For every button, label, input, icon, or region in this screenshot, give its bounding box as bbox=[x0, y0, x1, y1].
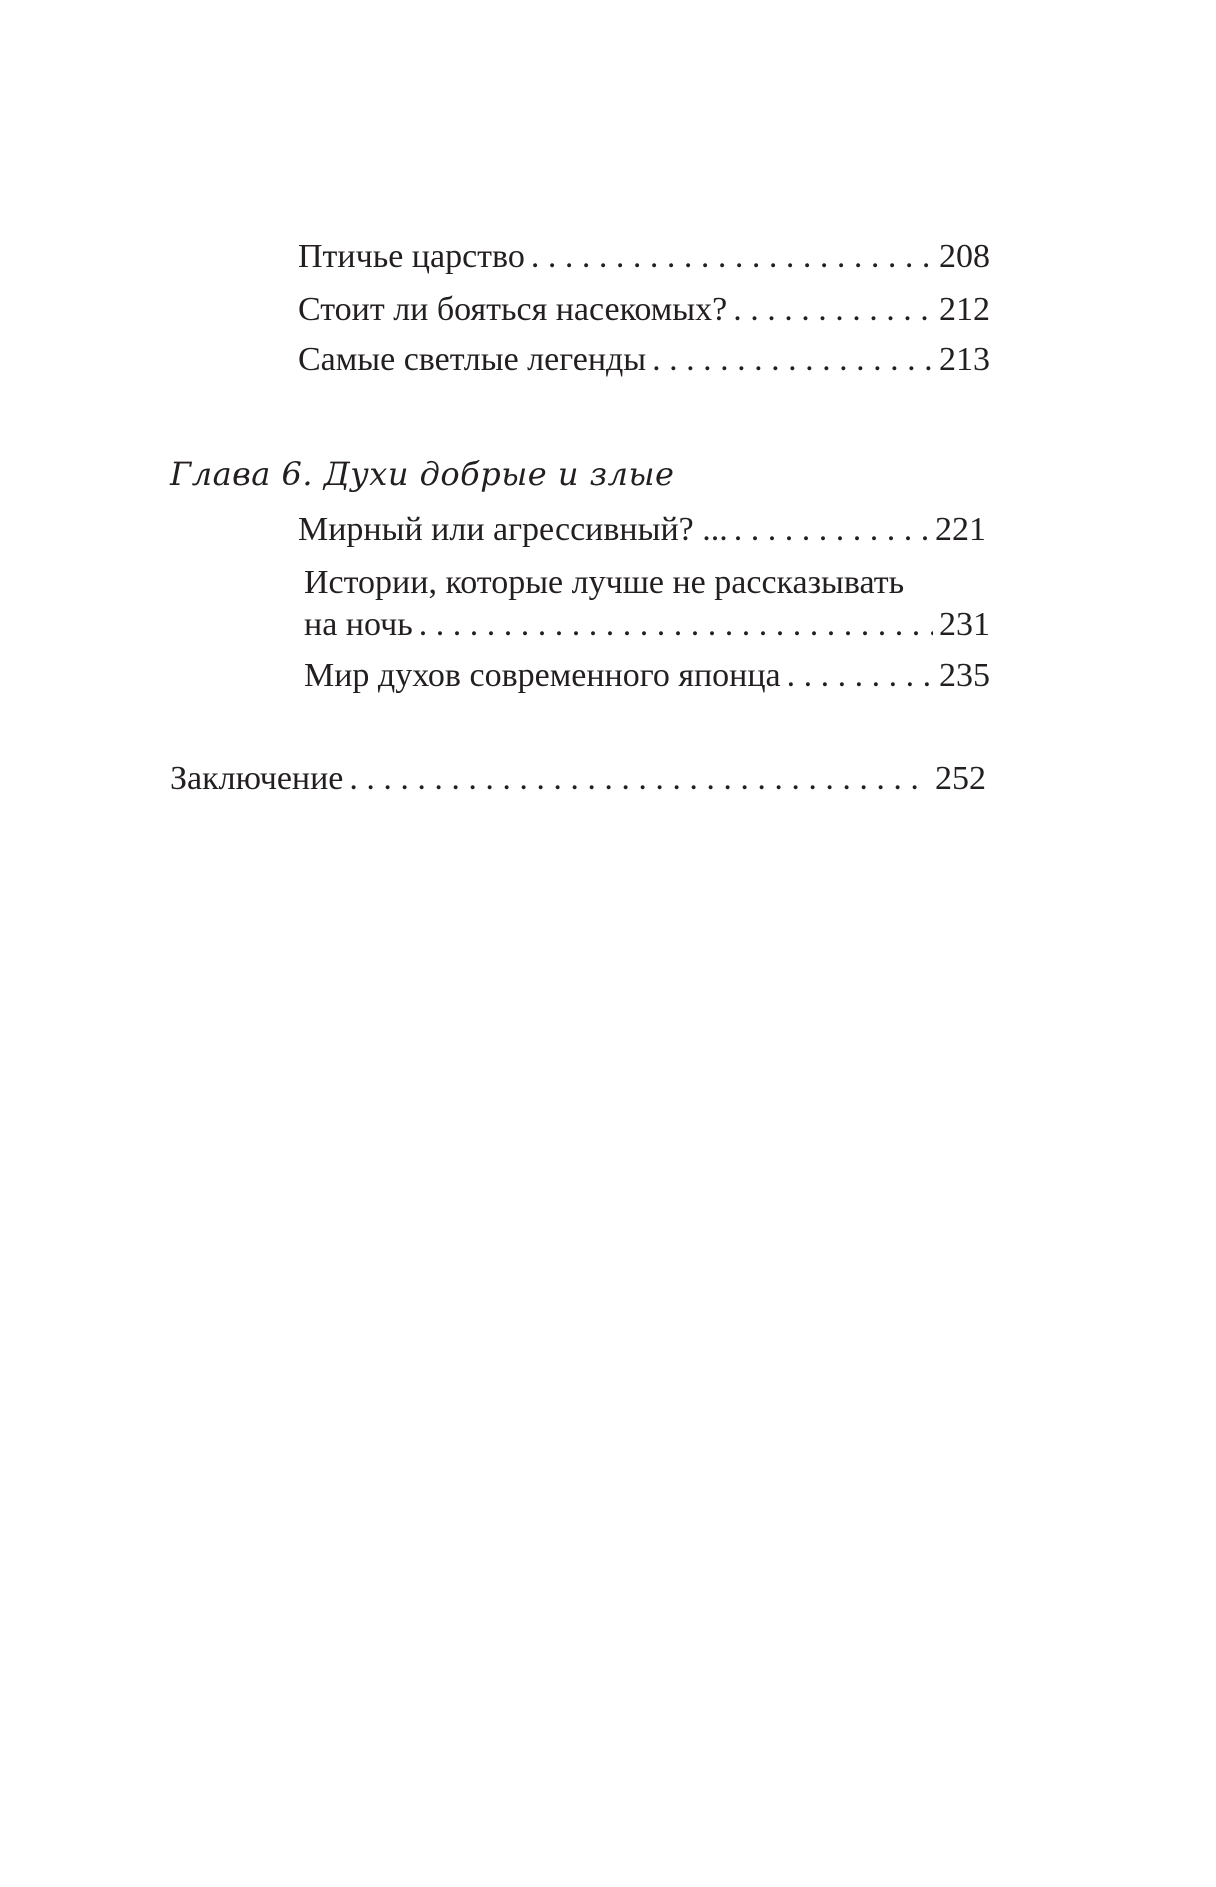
toc-entry-page: 213 bbox=[939, 341, 990, 378]
toc-entry-title: Стоит ли бояться насекомых? bbox=[298, 291, 728, 328]
toc-entry-title: Мир духов современного японца bbox=[304, 657, 781, 694]
toc-entry-title: на ночь bbox=[304, 606, 413, 643]
toc-entry-title: Заключение bbox=[170, 760, 344, 797]
dot-leader bbox=[652, 343, 933, 377]
toc-entry-page: 208 bbox=[939, 238, 990, 275]
toc-entry-title: Самые светлые легенды bbox=[298, 341, 647, 378]
chapter-heading[interactable]: Глава 6. Духи добрые и злые bbox=[170, 455, 675, 493]
toc-entry[interactable] bbox=[298, 240, 990, 274]
toc-entry[interactable] bbox=[304, 608, 990, 642]
toc-entry-page: 235 bbox=[939, 657, 990, 694]
toc-entry-page: 231 bbox=[939, 606, 990, 643]
toc-entry[interactable] bbox=[304, 659, 990, 693]
toc-entry-title: Птичье царство bbox=[298, 238, 525, 275]
toc-entry-page: 252 bbox=[935, 760, 986, 797]
dot-leader bbox=[733, 293, 933, 327]
toc-entry-title-line[interactable]: Истории, которые лучше не рассказывать bbox=[304, 564, 905, 601]
toc-entry[interactable] bbox=[298, 343, 990, 377]
dot-leader bbox=[349, 762, 929, 796]
toc-entry-conclusion[interactable] bbox=[170, 762, 986, 796]
dot-leader bbox=[419, 608, 933, 642]
toc-entry-title: Мирный или агрессивный? ... bbox=[298, 511, 728, 548]
toc-entry[interactable] bbox=[298, 513, 986, 547]
dot-leader bbox=[734, 513, 929, 547]
dot-leader bbox=[787, 659, 933, 693]
toc-entry-page: 212 bbox=[939, 291, 990, 328]
toc-entry[interactable] bbox=[298, 293, 990, 327]
dot-leader bbox=[531, 240, 933, 274]
toc-entry-page: 221 bbox=[935, 511, 986, 548]
